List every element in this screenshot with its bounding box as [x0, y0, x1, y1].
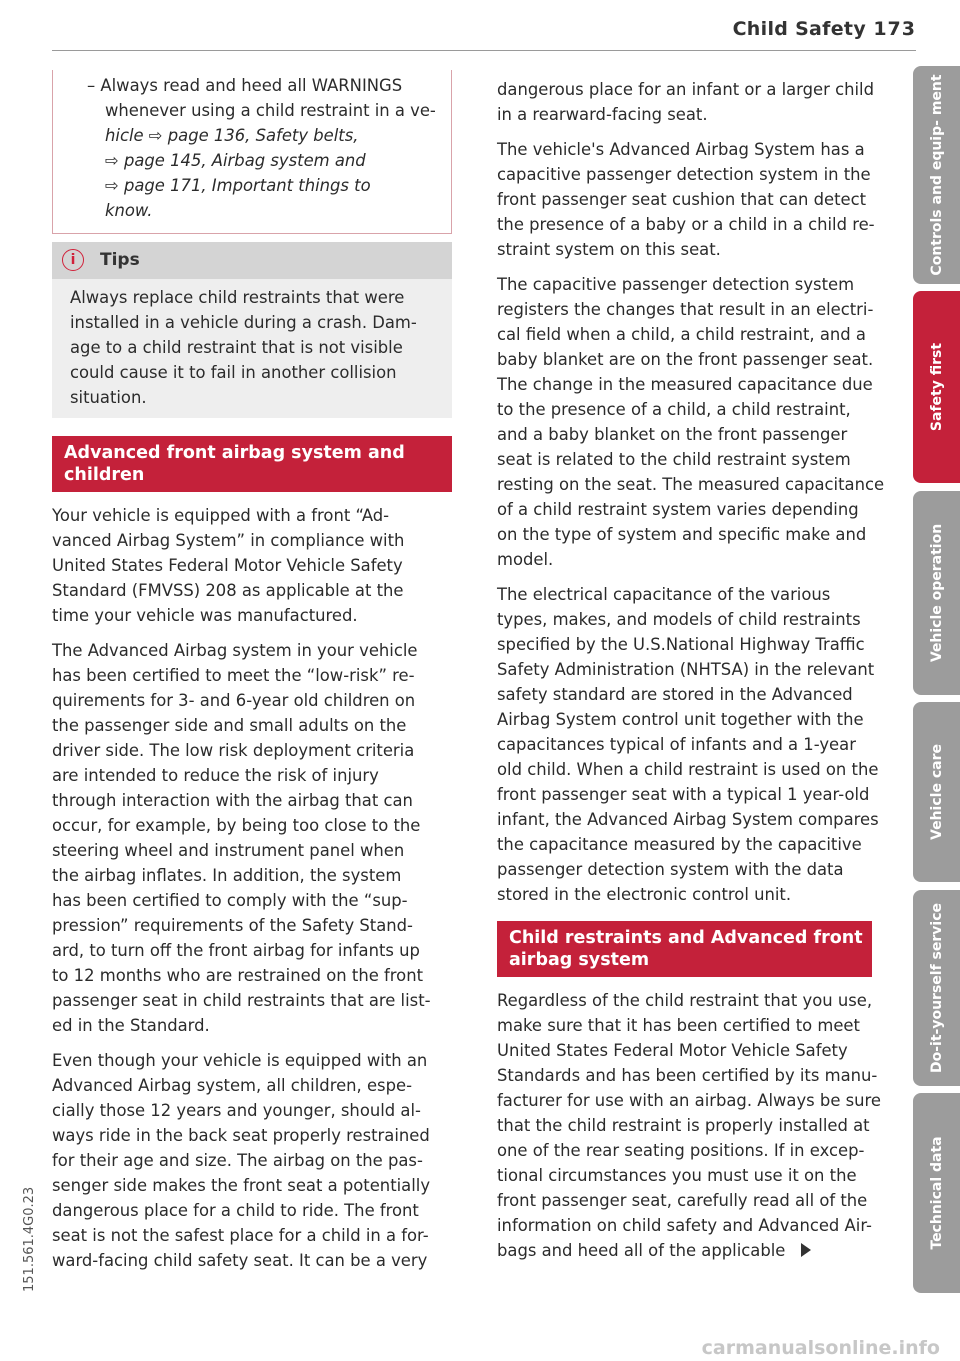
tab-label: Vehicle care	[928, 744, 945, 840]
tips-body	[52, 279, 452, 418]
right-column	[497, 77, 885, 1273]
tips-header	[52, 242, 452, 279]
text-line: cal field when a child, a child restraint, and a	[497, 325, 866, 344]
text-line: Safety Administration (NHTSA) in the relevant	[497, 660, 875, 679]
text-line: through interaction with the airbag that can	[52, 791, 413, 810]
tab-controls[interactable]	[913, 66, 960, 284]
text-line: the airbag inflates. In addition, the system	[52, 866, 402, 885]
text-line: Advanced Airbag system, all children, espe-	[52, 1076, 412, 1095]
watermark: carmanualsonline.info	[701, 1337, 940, 1359]
text-line: types, makes, and models of child restraints	[497, 610, 861, 629]
text-line: one of the rear seating positions. If in excep-	[497, 1141, 865, 1160]
text-line: information on child safety and Advanced Air-	[497, 1216, 872, 1235]
text-line: the capacitance measured by the capacitive	[497, 835, 862, 854]
text-line: model.	[497, 550, 554, 569]
warning-line: – Always read and heed all WARNINGS	[87, 76, 403, 95]
text-line: safety standard are stored in the Advanced	[497, 685, 853, 704]
section-heading	[497, 921, 872, 977]
text-line: senger side makes the front seat a potentially	[52, 1176, 431, 1195]
text-line: for their age and size. The airbag on the pas-	[52, 1151, 423, 1170]
text-line: The vehicle's Advanced Airbag System has a	[497, 140, 865, 159]
text-line: Airbag System control unit together with the	[497, 710, 864, 729]
heading-line: Advanced front airbag system and	[64, 443, 405, 463]
text-line: ward-facing child safety seat. It can be a very	[52, 1251, 428, 1270]
text-line: capacitive passenger detection system in the	[497, 165, 871, 184]
paragraph	[497, 582, 879, 907]
warning-line[interactable]: ⇨ page 145, Airbag system and	[105, 151, 366, 170]
text-line: seat is not the safest place for a child in a for-	[52, 1226, 429, 1245]
tab-technical-data[interactable]	[913, 1093, 960, 1293]
text-line: and a baby blanket on the front passenger	[497, 425, 848, 444]
text-line: The change in the measured capacitance due	[497, 375, 873, 394]
page-number: 173	[873, 18, 916, 40]
tab-label: Technical data	[928, 1136, 945, 1250]
tab-label: Vehicle operation	[928, 523, 945, 663]
paragraph	[497, 988, 882, 1263]
text-line: dangerous place for an infant or a larger child	[497, 80, 874, 99]
text-line: front passenger seat cushion that can detect	[497, 190, 867, 209]
continue-arrow-icon	[801, 1243, 811, 1257]
tips-label: Tips	[100, 250, 140, 270]
text-line: that the child restraint is properly installed at	[497, 1116, 870, 1135]
document-code: 151.561.4G0.23	[22, 1186, 37, 1292]
warning-line: whenever using a child restraint in a ve-	[105, 101, 436, 120]
text-line: old child. When a child restraint is used on the	[497, 760, 879, 779]
text-line: Even though your vehicle is equipped with an	[52, 1051, 428, 1070]
warning-line[interactable]: hicle ⇨ page 136, Safety belts,	[105, 126, 359, 145]
text-line: make sure that it has been certified to meet	[497, 1016, 860, 1035]
text-line: The electrical capacitance of the various	[497, 585, 831, 604]
text-line: has been certified to comply with the “sup-	[52, 891, 408, 910]
text-line: vanced Airbag System” in compliance with	[52, 531, 405, 550]
text-line: baby blanket are on the front passenger seat.	[497, 350, 874, 369]
heading-line: Child restraints and Advanced front	[509, 928, 863, 948]
paragraph	[497, 272, 885, 572]
tab-safety-first[interactable]	[913, 291, 960, 483]
paragraph	[52, 503, 452, 628]
text-line: facturer for use with an airbag. Always be sure	[497, 1091, 882, 1110]
paragraph	[52, 1048, 452, 1273]
text-line: ed in the Standard.	[52, 1016, 210, 1035]
text-line: steering wheel and instrument panel when	[52, 841, 405, 860]
warning-line: know.	[105, 201, 153, 220]
text-line: stored in the electronic control unit.	[497, 885, 792, 904]
text-line: pression” requirements of the Safety Stand-	[52, 916, 413, 935]
text-line: front passenger seat, carefully read all of the	[497, 1191, 868, 1210]
text-line: of a child restraint system varies depending	[497, 500, 859, 519]
tips-line: installed in a vehicle during a crash. Dam-	[70, 313, 417, 332]
text-line: front passenger seat with a typical 1 year-old	[497, 785, 870, 804]
tab-label: Do-it-yourself service	[928, 902, 945, 1074]
right-paragraphs-2	[497, 988, 882, 1263]
paragraph	[52, 638, 452, 1038]
text-line: driver side. The low risk deployment criteria	[52, 741, 415, 760]
text-line: the presence of a baby or a child in a child re-	[497, 215, 875, 234]
text-line: has been certified to meet the “low-risk” re-	[52, 666, 415, 685]
text-line: United States Federal Motor Vehicle Safety	[52, 556, 403, 575]
text-line: resting on the seat. The measured capacitance	[497, 475, 885, 494]
text-line: The Advanced Airbag system in your vehicle	[52, 641, 418, 660]
text-line: are intended to reduce the risk of injury	[52, 766, 379, 785]
paragraph	[497, 137, 875, 262]
text-line: tional circumstances you must use it on the	[497, 1166, 857, 1185]
text-line: dangerous place for a child to ride. The front	[52, 1201, 419, 1220]
header-rule	[52, 50, 916, 51]
text-line: ard, to turn off the front airbag for infants up	[52, 941, 420, 960]
text-line: straint system on this seat.	[497, 240, 721, 259]
text-line: Standard (FMVSS) 208 as applicable at the	[52, 581, 404, 600]
text-line: passenger detection system with the data	[497, 860, 844, 879]
tab-do-it-yourself[interactable]	[913, 890, 960, 1086]
tips-line: Always replace child restraints that were	[70, 288, 405, 307]
text-line: United States Federal Motor Vehicle Safety	[497, 1041, 848, 1060]
text-line: quirements for 3- and 6-year old children on	[52, 691, 416, 710]
left-paragraphs	[52, 503, 452, 1273]
text-line: occur, for example, by being too close to the	[52, 816, 421, 835]
left-column	[52, 70, 452, 1283]
text-line: ways ride in the back seat properly restrained	[52, 1126, 430, 1145]
tab-label: Safety first	[928, 342, 945, 432]
right-paragraphs	[497, 77, 885, 907]
text-line: specified by the U.S.National Highway Traffic	[497, 635, 865, 654]
tab-label: Controls and equip- ment	[928, 74, 945, 276]
text-line: Regardless of the child restraint that you use,	[497, 991, 873, 1010]
chapter-title: Child Safety	[732, 18, 866, 40]
text-line: bags and heed all of the applicable	[497, 1241, 786, 1260]
text-line: to 12 months who are restrained on the front	[52, 966, 424, 985]
warning-box	[52, 70, 452, 234]
heading-line: airbag system	[509, 950, 650, 970]
warning-line[interactable]: ⇨ page 171, Important things to	[105, 176, 371, 195]
page-header	[52, 0, 916, 58]
text-line: Your vehicle is equipped with a front “Ad-	[52, 506, 390, 525]
text-line: seat is related to the child restraint system	[497, 450, 851, 469]
tips-line: could cause it to fail in another collision	[70, 363, 397, 382]
text-line: to the presence of a child, a child restraint,	[497, 400, 851, 419]
text-line: the passenger side and small adults on the	[52, 716, 407, 735]
tab-vehicle-operation[interactable]	[913, 491, 960, 695]
tips-line: situation.	[70, 388, 147, 407]
text-line: registers the changes that result in an electri-	[497, 300, 874, 319]
text-line: cially those 12 years and younger, should al-	[52, 1101, 421, 1120]
text-line: Standards and has been certified by its manu-	[497, 1066, 878, 1085]
text-line: on the type of system and specific make and	[497, 525, 867, 544]
section-heading	[52, 436, 452, 492]
paragraph	[497, 77, 872, 127]
text-line: infant, the Advanced Airbag System compares	[497, 810, 879, 829]
tab-vehicle-care[interactable]	[913, 702, 960, 882]
text-line: passenger seat in child restraints that are list-	[52, 991, 431, 1010]
text-line: The capacitive passenger detection system	[497, 275, 855, 294]
info-icon: i	[62, 249, 84, 271]
text-line: capacitances typical of infants and a 1-year	[497, 735, 856, 754]
tips-line: age to a child restraint that is not visible	[70, 338, 403, 357]
text-line: in a rearward-facing seat.	[497, 105, 708, 124]
heading-line: children	[64, 465, 145, 485]
text-line: time your vehicle was manufactured.	[52, 606, 358, 625]
